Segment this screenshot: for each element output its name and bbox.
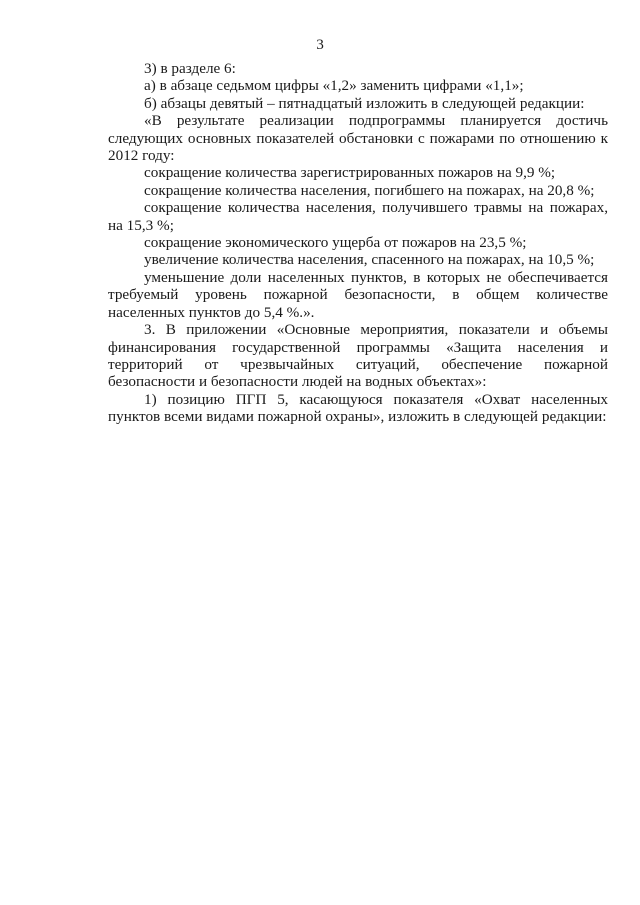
document-body [108, 60, 608, 426]
paragraph-indicator-settlements: уменьшение доли населенных пунктов, в которых не обеспечивается требуемый уровень пожарной безопасности, в общем количестве населенных пунктов до 5,4 %.». [108, 268, 608, 321]
paragraph-section-3-appendix: 3. В приложении «Основные мероприятия, показатели и объемы финансирования государственной программы «Защита населения и территорий от чрезвычайных ситуаций, обеспечение пожарной безопасности и безопасности людей на водных объектах»: [108, 321, 608, 391]
paragraph-item-a: а) в абзаце седьмом цифры «1,2» заменить цифрами «1,1»; [144, 77, 524, 95]
paragraph-section-6: 3) в разделе 6: [144, 60, 236, 77]
paragraph-item-b: б) абзацы девятый – пятнадцатый изложить в следующей редакции: [144, 94, 585, 112]
paragraph-position-pgp5: 1) позицию ПГП 5, касающуюся показателя «Охват населенных пунктов всеми видами пожарной охраны», изложить в следующей редакции: [108, 390, 608, 426]
paragraph-indicator-fires: сокращение количества зарегистрированных пожаров на 9,9 %; [144, 164, 556, 182]
paragraph-indicator-damage: сокращение экономического ущерба от пожаров на 23,5 %; [144, 234, 527, 252]
page-number: 3 [316, 36, 324, 53]
paragraph-indicator-rescued: увеличение количества населения, спасенного на пожарах, на 10,5 %; [144, 251, 595, 269]
paragraph-indicator-injuries: сокращение количества населения, получившего травмы на пожарах, на 15,3 %; [108, 199, 608, 234]
paragraph-quoted-intro: «В результате реализации подпрограммы планируется достичь следующих основных показателей обстановки с пожарами по отношению к 2012 году: [108, 112, 608, 165]
paragraph-indicator-deaths: сокращение количества населения, погибшего на пожарах, на 20,8 %; [144, 181, 595, 199]
